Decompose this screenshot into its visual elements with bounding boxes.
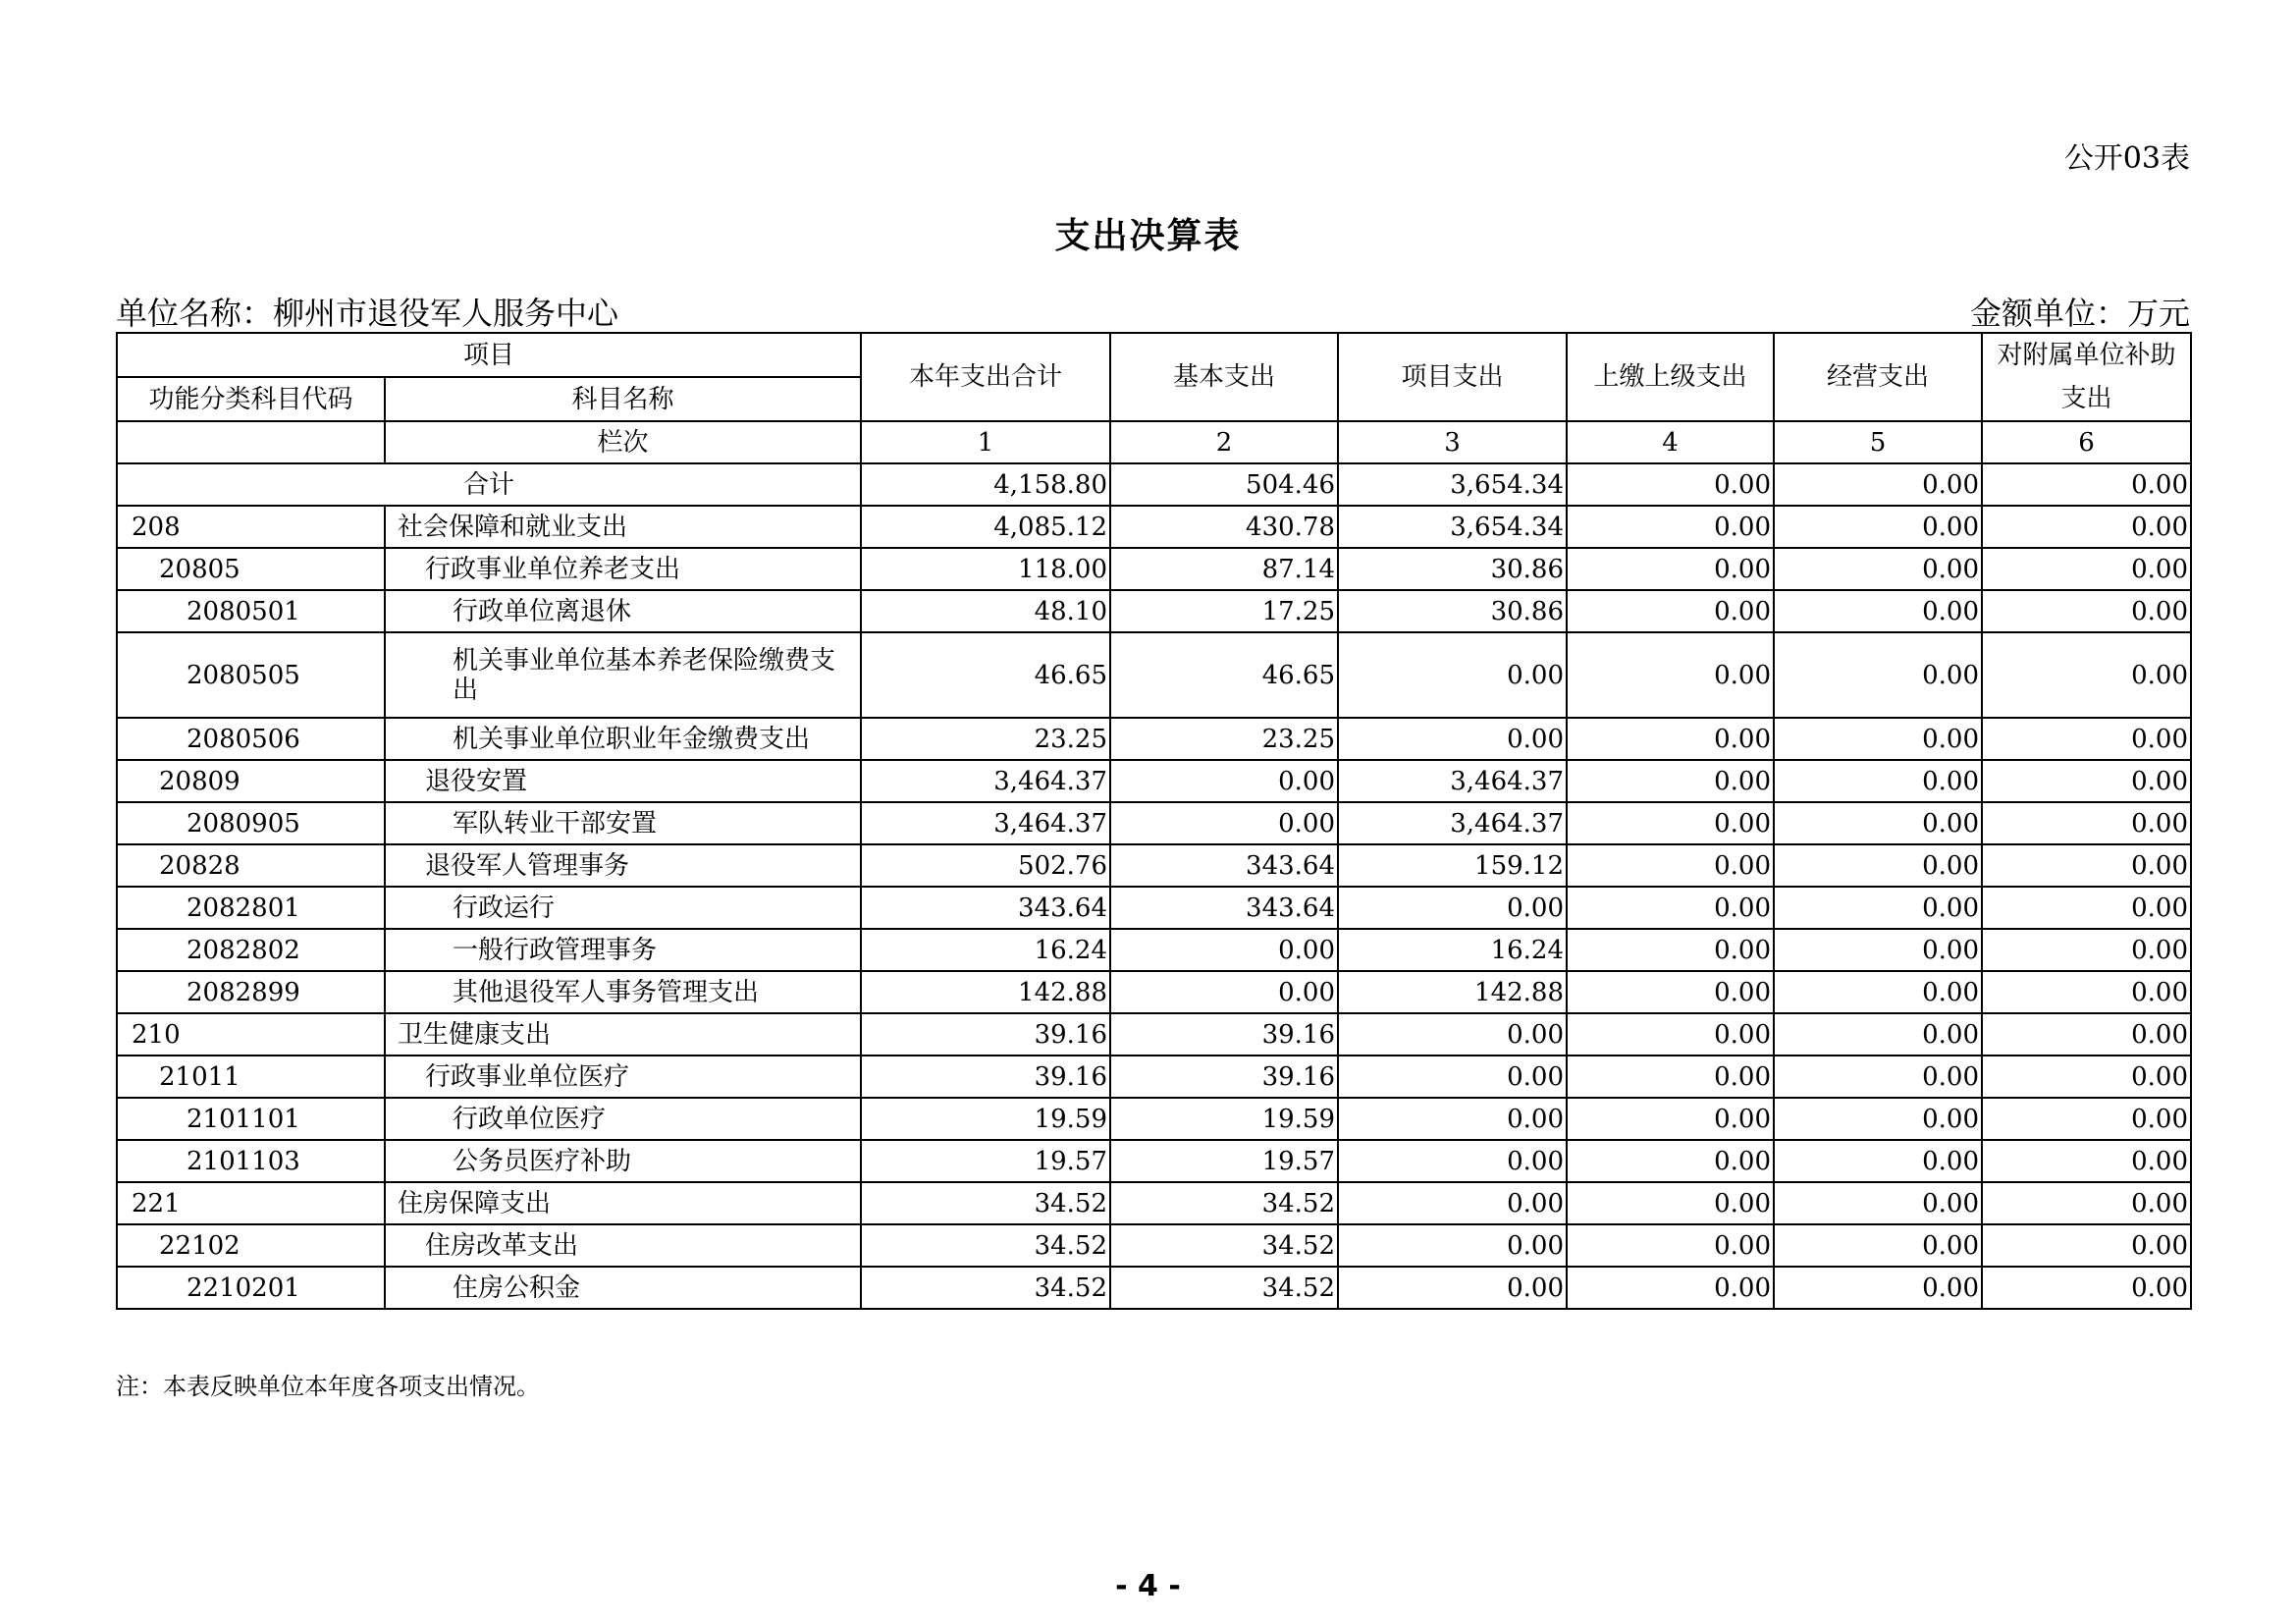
row-value: 0.00 (1567, 802, 1774, 844)
col-number: 2 (1110, 421, 1338, 463)
table-row (117, 1056, 2191, 1098)
row-value: 0.00 (1567, 590, 1774, 632)
row-value: 0.00 (1567, 1182, 1774, 1224)
row-value: 0.00 (1110, 971, 1338, 1013)
header-code: 功能分类科目代码 (117, 377, 385, 421)
row-name: 行政事业单位医疗 (385, 1056, 861, 1098)
row-value: 0.00 (1774, 887, 1982, 929)
row-name: 行政单位离退休 (385, 590, 861, 632)
row-value: 48.10 (861, 590, 1110, 632)
row-value: 142.88 (1338, 971, 1567, 1013)
row-value: 34.52 (1110, 1267, 1338, 1309)
row-value: 0.00 (1338, 1182, 1567, 1224)
col-number: 6 (1982, 421, 2191, 463)
total-value: 4,158.80 (861, 463, 1110, 506)
row-code: 20828 (117, 844, 385, 887)
row-value: 39.16 (1110, 1056, 1338, 1098)
header-project: 项目 (117, 333, 861, 377)
row-code: 2082801 (117, 887, 385, 929)
row-value: 118.00 (861, 548, 1110, 590)
row-value: 0.00 (1774, 548, 1982, 590)
row-value: 0.00 (1774, 1098, 1982, 1140)
row-code: 2101101 (117, 1098, 385, 1140)
row-name: 卫生健康支出 (385, 1013, 861, 1056)
row-value: 0.00 (1338, 1224, 1567, 1267)
row-value: 34.52 (1110, 1182, 1338, 1224)
row-name: 退役安置 (385, 760, 861, 802)
row-value: 0.00 (1774, 1182, 1982, 1224)
table-row (117, 1140, 2191, 1182)
row-value: 0.00 (1774, 1056, 1982, 1098)
row-code: 2210201 (117, 1267, 385, 1309)
header-project-exp: 项目支出 (1338, 333, 1567, 421)
row-value: 0.00 (1110, 802, 1338, 844)
row-value: 0.00 (1338, 718, 1567, 760)
row-value: 3,464.37 (1338, 760, 1567, 802)
row-value: 0.00 (1567, 929, 1774, 971)
header-blank (117, 421, 385, 463)
row-name: 住房改革支出 (385, 1224, 861, 1267)
table-row (117, 1098, 2191, 1140)
row-value: 0.00 (1982, 1224, 2191, 1267)
amount-unit: 金额单位：万元 (1969, 295, 2190, 332)
row-name: 社会保障和就业支出 (385, 506, 861, 548)
row-value: 343.64 (1110, 844, 1338, 887)
total-label: 合计 (117, 463, 861, 506)
row-value: 0.00 (1982, 718, 2191, 760)
row-value: 30.86 (1338, 590, 1567, 632)
form-number: 公开03表 (2063, 141, 2190, 176)
row-value: 19.59 (861, 1098, 1110, 1140)
total-value: 0.00 (1982, 463, 2191, 506)
row-value: 0.00 (1774, 760, 1982, 802)
row-code: 221 (117, 1182, 385, 1224)
row-value: 0.00 (1982, 590, 2191, 632)
row-value: 4,085.12 (861, 506, 1110, 548)
row-value: 0.00 (1774, 802, 1982, 844)
row-code: 2101103 (117, 1140, 385, 1182)
row-value: 0.00 (1774, 1224, 1982, 1267)
row-value: 430.78 (1110, 506, 1338, 548)
row-code: 20809 (117, 760, 385, 802)
row-value: 0.00 (1982, 1267, 2191, 1309)
row-value: 34.52 (861, 1182, 1110, 1224)
header-name: 科目名称 (385, 377, 861, 421)
table-row (117, 632, 2191, 718)
row-name: 一般行政管理事务 (385, 929, 861, 971)
row-value: 0.00 (1982, 760, 2191, 802)
table-row (117, 760, 2191, 802)
table-row (117, 590, 2191, 632)
row-value: 142.88 (861, 971, 1110, 1013)
col-number: 1 (861, 421, 1110, 463)
row-value: 46.65 (1110, 632, 1338, 718)
page-title: 支出决算表 (1054, 215, 1242, 256)
row-value: 0.00 (1774, 844, 1982, 887)
row-code: 210 (117, 1013, 385, 1056)
row-value: 16.24 (1338, 929, 1567, 971)
row-value: 0.00 (1982, 548, 2191, 590)
row-value: 0.00 (1567, 548, 1774, 590)
header-total: 本年支出合计 (861, 333, 1110, 421)
row-code: 2082899 (117, 971, 385, 1013)
row-value: 0.00 (1982, 506, 2191, 548)
row-value: 0.00 (1774, 971, 1982, 1013)
row-value: 0.00 (1774, 506, 1982, 548)
row-code: 2080505 (117, 632, 385, 718)
row-value: 0.00 (1567, 1224, 1774, 1267)
table-row (117, 1182, 2191, 1224)
row-value: 0.00 (1982, 632, 2191, 718)
page-number: - 4 - (1115, 1569, 1181, 1603)
row-value: 0.00 (1982, 1140, 2191, 1182)
row-name: 公务员医疗补助 (385, 1140, 861, 1182)
row-value: 0.00 (1982, 887, 2191, 929)
row-value: 34.52 (861, 1267, 1110, 1309)
row-value: 343.64 (861, 887, 1110, 929)
total-value: 504.46 (1110, 463, 1338, 506)
row-name: 退役军人管理事务 (385, 844, 861, 887)
row-value: 0.00 (1567, 718, 1774, 760)
table-row (117, 718, 2191, 760)
row-value: 0.00 (1774, 929, 1982, 971)
total-value: 3,654.34 (1338, 463, 1567, 506)
table-row (117, 971, 2191, 1013)
table-row (117, 844, 2191, 887)
row-value: 0.00 (1567, 1267, 1774, 1309)
row-code: 2082802 (117, 929, 385, 971)
col-number: 3 (1338, 421, 1567, 463)
row-value: 0.00 (1982, 1056, 2191, 1098)
row-value: 0.00 (1338, 1098, 1567, 1140)
row-value: 0.00 (1338, 887, 1567, 929)
total-value: 0.00 (1774, 463, 1982, 506)
row-value: 19.57 (1110, 1140, 1338, 1182)
row-value: 0.00 (1567, 887, 1774, 929)
row-value: 39.16 (861, 1056, 1110, 1098)
header-col-index: 栏次 (385, 421, 861, 463)
row-code: 2080506 (117, 718, 385, 760)
row-name: 行政事业单位养老支出 (385, 548, 861, 590)
row-code: 208 (117, 506, 385, 548)
total-row (117, 463, 2191, 506)
table-row (117, 1013, 2191, 1056)
row-value: 46.65 (861, 632, 1110, 718)
row-value: 0.00 (1338, 1140, 1567, 1182)
row-value: 159.12 (1338, 844, 1567, 887)
row-value: 0.00 (1110, 760, 1338, 802)
table-row (117, 548, 2191, 590)
row-value: 0.00 (1338, 1267, 1567, 1309)
header-business: 经营支出 (1774, 333, 1982, 421)
row-value: 0.00 (1338, 1013, 1567, 1056)
header-upper: 上缴上级支出 (1567, 333, 1774, 421)
row-value: 0.00 (1567, 1098, 1774, 1140)
row-value: 0.00 (1982, 971, 2191, 1013)
header-basic: 基本支出 (1110, 333, 1338, 421)
row-value: 87.14 (1110, 548, 1338, 590)
row-value: 0.00 (1567, 1013, 1774, 1056)
row-name: 机关事业单位职业年金缴费支出 (385, 718, 861, 760)
expenditure-table (116, 332, 2192, 1310)
row-value: 0.00 (1567, 760, 1774, 802)
row-code: 2080501 (117, 590, 385, 632)
row-code: 20805 (117, 548, 385, 590)
row-value: 0.00 (1774, 1267, 1982, 1309)
table-row (117, 929, 2191, 971)
row-value: 0.00 (1110, 929, 1338, 971)
row-value: 343.64 (1110, 887, 1338, 929)
row-value: 0.00 (1982, 1098, 2191, 1140)
row-name: 行政单位医疗 (385, 1098, 861, 1140)
row-value: 0.00 (1774, 590, 1982, 632)
table-row (117, 1267, 2191, 1309)
row-value: 0.00 (1982, 929, 2191, 971)
row-value: 19.59 (1110, 1098, 1338, 1140)
row-value: 30.86 (1338, 548, 1567, 590)
row-value: 0.00 (1774, 1140, 1982, 1182)
row-code: 21011 (117, 1056, 385, 1098)
row-value: 17.25 (1110, 590, 1338, 632)
row-value: 0.00 (1338, 632, 1567, 718)
row-value: 3,464.37 (1338, 802, 1567, 844)
row-name: 其他退役军人事务管理支出 (385, 971, 861, 1013)
row-value: 34.52 (1110, 1224, 1338, 1267)
col-number: 5 (1774, 421, 1982, 463)
table-row (117, 802, 2191, 844)
row-value: 0.00 (1774, 718, 1982, 760)
row-value: 3,464.37 (861, 802, 1110, 844)
unit-name: 单位名称：柳州市退役军人服务中心 (116, 295, 619, 332)
row-value: 0.00 (1567, 971, 1774, 1013)
row-code: 2080905 (117, 802, 385, 844)
row-value: 19.57 (861, 1140, 1110, 1182)
row-name: 机关事业单位基本养老保险缴费支出 (385, 632, 861, 718)
footnote: 注：本表反映单位本年度各项支出情况。 (116, 1373, 540, 1400)
table-row (117, 887, 2191, 929)
row-value: 0.00 (1567, 506, 1774, 548)
row-value: 0.00 (1774, 632, 1982, 718)
row-value: 0.00 (1338, 1056, 1567, 1098)
row-value: 0.00 (1567, 1056, 1774, 1098)
table-row (117, 506, 2191, 548)
row-value: 0.00 (1567, 1140, 1774, 1182)
row-value: 0.00 (1567, 844, 1774, 887)
row-value: 502.76 (861, 844, 1110, 887)
row-value: 34.52 (861, 1224, 1110, 1267)
row-value: 3,654.34 (1338, 506, 1567, 548)
row-name: 行政运行 (385, 887, 861, 929)
row-value: 39.16 (861, 1013, 1110, 1056)
row-value: 0.00 (1567, 632, 1774, 718)
table-row (117, 1224, 2191, 1267)
row-value: 0.00 (1774, 1013, 1982, 1056)
row-value: 16.24 (861, 929, 1110, 971)
row-code: 22102 (117, 1224, 385, 1267)
row-value: 0.00 (1982, 844, 2191, 887)
total-value: 0.00 (1567, 463, 1774, 506)
header-subsidy: 对附属单位补助支出 (1982, 333, 2191, 421)
row-value: 23.25 (861, 718, 1110, 760)
row-value: 0.00 (1982, 1182, 2191, 1224)
row-name: 住房保障支出 (385, 1182, 861, 1224)
row-name: 军队转业干部安置 (385, 802, 861, 844)
row-value: 0.00 (1982, 802, 2191, 844)
row-value: 0.00 (1982, 1013, 2191, 1056)
row-value: 23.25 (1110, 718, 1338, 760)
row-value: 3,464.37 (861, 760, 1110, 802)
row-name: 住房公积金 (385, 1267, 861, 1309)
col-number: 4 (1567, 421, 1774, 463)
row-value: 39.16 (1110, 1013, 1338, 1056)
